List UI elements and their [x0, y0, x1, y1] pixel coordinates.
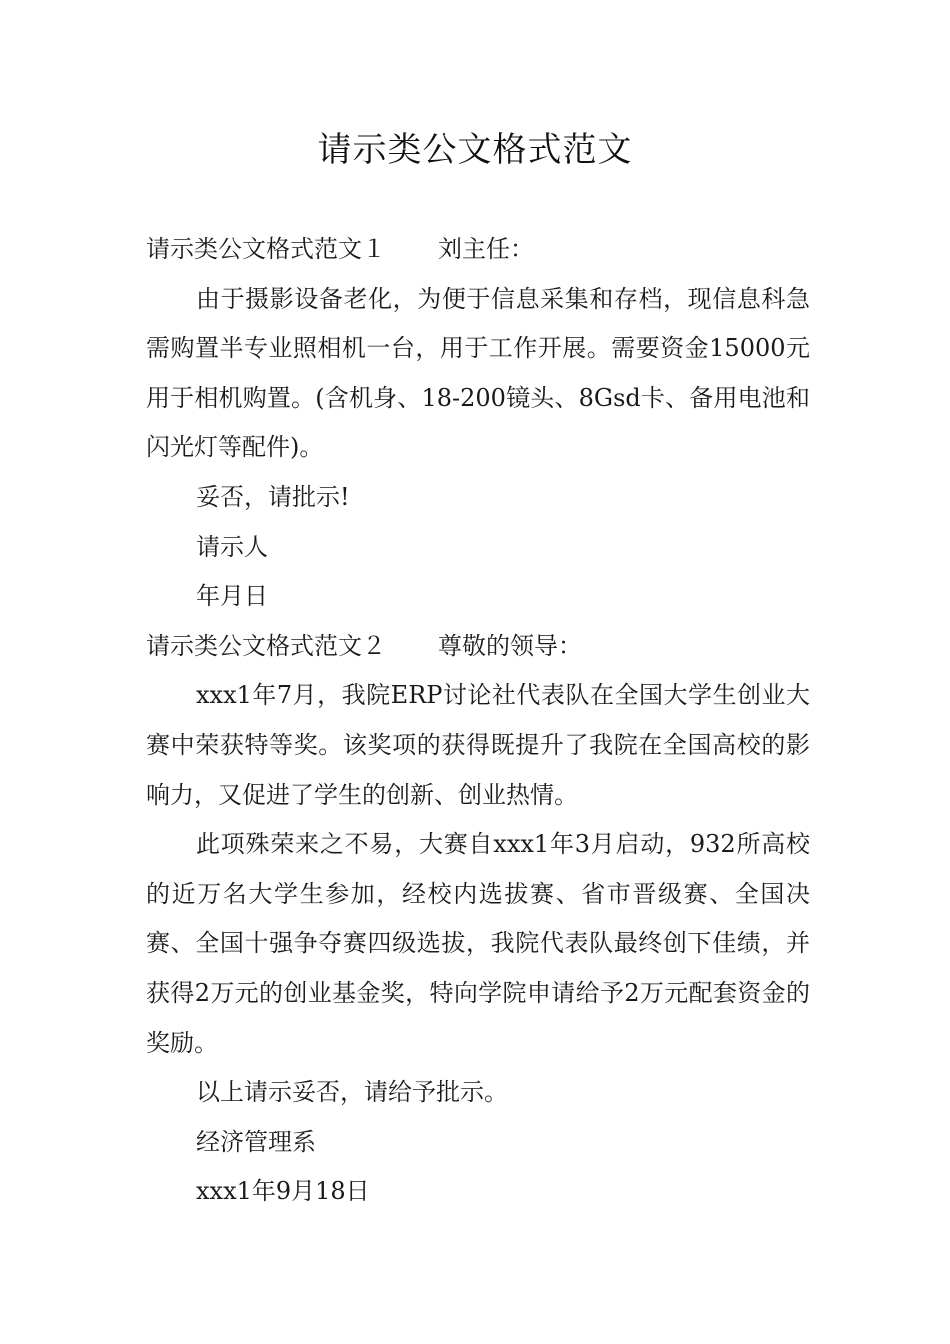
section2-paragraph2: 此项殊荣来之不易，大赛自xxx1年3月启动，932所高校的近万名大学生参加，经校内选拔赛、省市晋级赛、全国决赛、全国十强争夺赛四级选拔，我院代表队最终创下佳绩，并获得2万元的创业基金奖，特向学院申请给予2万元配套资金的奖励。 [146, 830, 810, 1057]
section1-closing: 妥否，请批示! [196, 482, 350, 511]
section1-paragraph1: 由于摄影设备老化，为便于信息采集和存档，现信息科急需购置半专业照相机一台，用于工作开展。需要资金15000元用于相机购置。(含机身、18-200镜头、8Gsd卡、备用电池和闪光灯等配件)。 [146, 284, 810, 462]
section1-date: 年月日 [196, 582, 268, 611]
section2-closing: 以上请示妥否，请给予批示。 [196, 1078, 508, 1107]
section1-signer: 请示人 [196, 532, 268, 561]
section2-heading: 请示类公文格式范文２ [146, 631, 386, 660]
page-title: 请示类公文格式范文 [317, 130, 633, 170]
section2-date: xxx1年9月18日 [196, 1177, 370, 1206]
section1-heading-line [146, 225, 810, 275]
section1-heading: 请示类公文格式范文１ [146, 235, 386, 263]
section2-paragraph1: xxx1年7月，我院ERP讨论社代表队在全国大学生创业大赛中荣获特等奖。该奖项的获得既提升了我院在全国高校的影响力，又促进了学生的创新、创业热情。 [146, 681, 810, 809]
section1-salutation: 刘主任： [438, 235, 534, 263]
document-body [146, 225, 810, 1217]
section2-signer: 经济管理系 [196, 1127, 316, 1156]
section2-salutation: 尊敬的领导： [438, 631, 582, 660]
section2-heading-line [146, 622, 810, 672]
